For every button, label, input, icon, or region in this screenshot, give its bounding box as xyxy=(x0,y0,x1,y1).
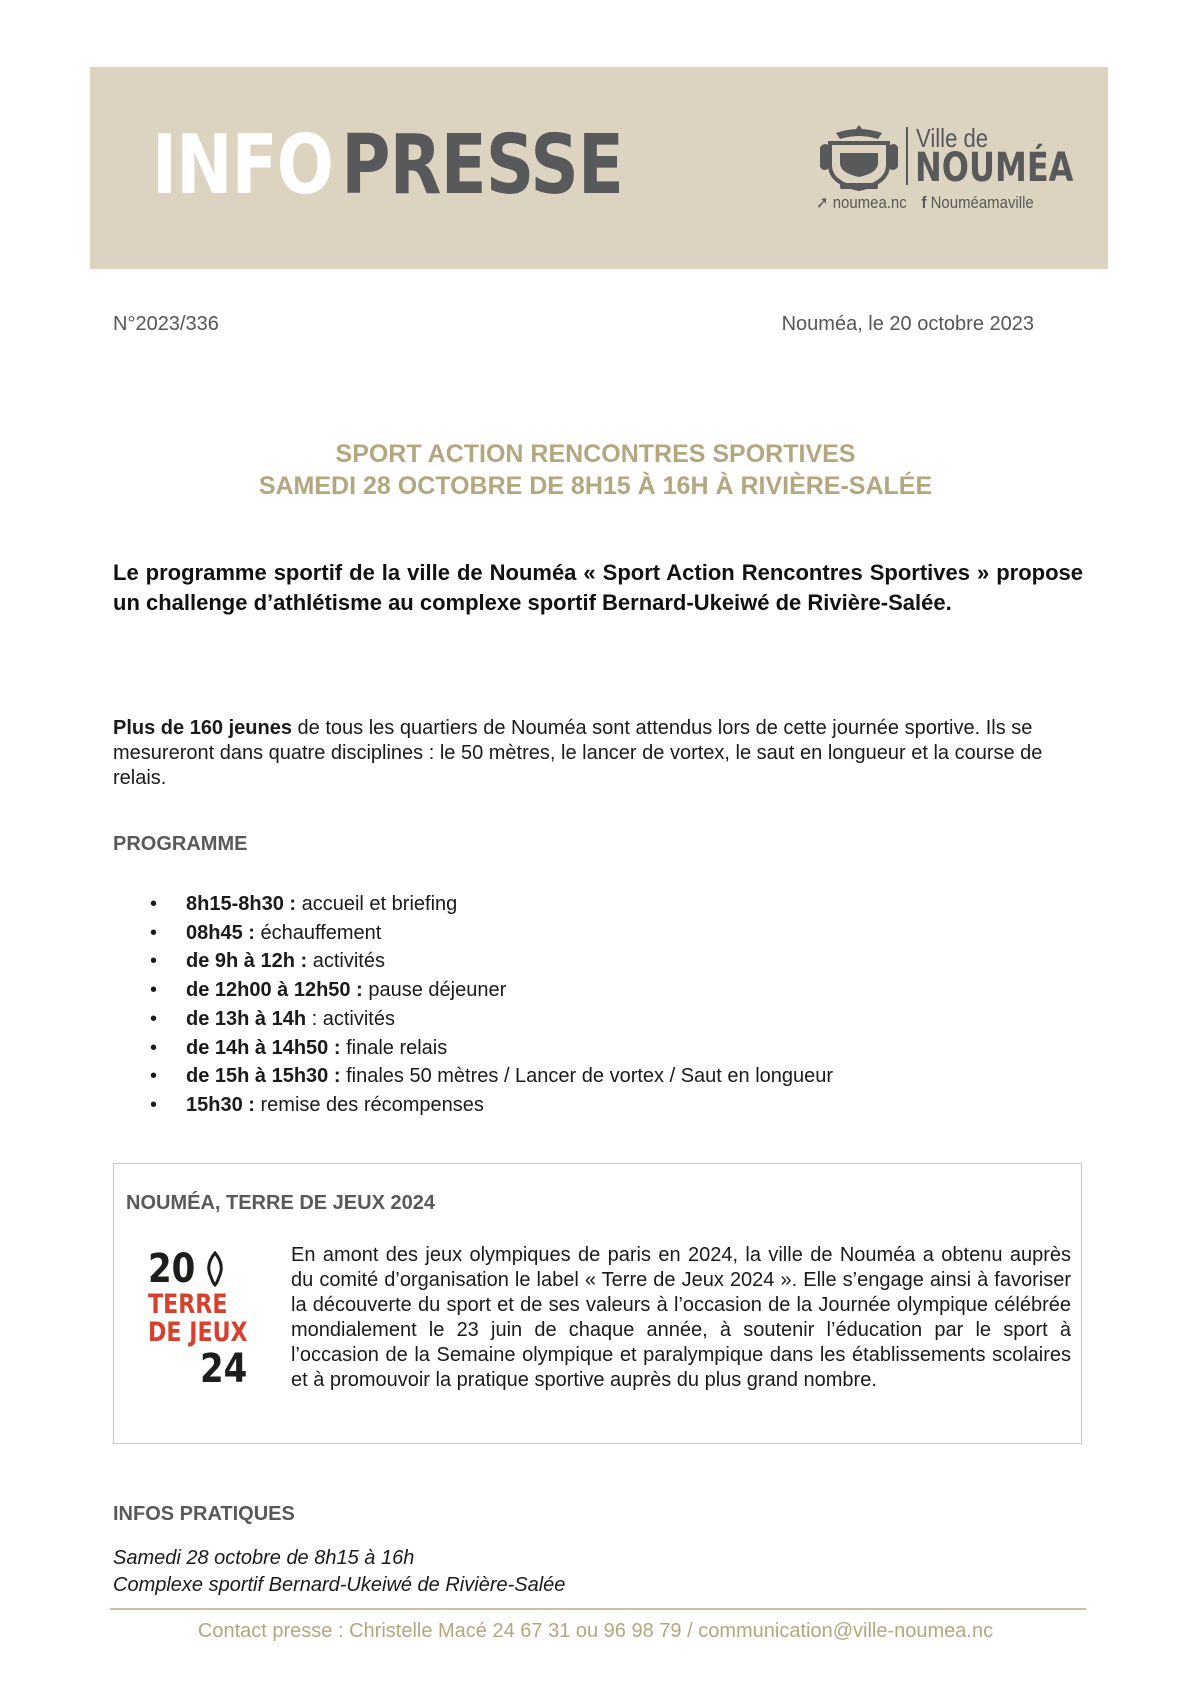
logo-facebook: Nouméamaville xyxy=(930,193,1034,212)
list-item xyxy=(150,976,833,1005)
list-item xyxy=(150,1062,833,1091)
send-icon: ➚ xyxy=(816,193,829,212)
headline-line-2: SAMEDI 28 OCTOBRE DE 8H15 À 16H À RIVIÈRE-SALÉE xyxy=(258,472,933,500)
press-header-banner xyxy=(90,67,1108,269)
logo-city-name: NOUMÉA xyxy=(915,145,1074,191)
item-desc: finale relais xyxy=(340,1036,448,1059)
logo-top-number: 20 xyxy=(148,1246,196,1292)
item-time: de 14h à 14h50 : xyxy=(186,1036,341,1059)
terre-de-jeux-box xyxy=(113,1163,1082,1444)
box-text: En amont des jeux olympiques de paris en 2024, la ville de Nouméa a obtenu auprès du comité d’organisation le label « Terre de Jeux 2024 ». Elle s’engage ainsi à favoriser la découverte du sport et de ses valeurs à l’occasion de la Journée olympique célébrée mondialement le 23 juin de chaque année, à soutenir l’éducation par le sport à l’occasion de la Semaine olympique et paralympique dans les établissements scolaires et à promouvoir la pratique sportive auprès du plus grand nombre. xyxy=(291,1244,1071,1391)
item-time: de 9h à 12h : xyxy=(186,950,308,973)
intro-paragraph xyxy=(113,716,1088,791)
press-contact: Contact presse : Christelle Macé 24 67 31 ou 96 98 79 / communication@ville-noumea.nc xyxy=(197,1620,994,1642)
intro-bold: Plus de 160 jeunes xyxy=(113,717,292,739)
logo-website: noumea.nc xyxy=(832,193,907,212)
item-desc: pause déjeuner xyxy=(362,979,507,1002)
info-presse-wordmark xyxy=(152,118,624,213)
list-item xyxy=(150,1091,833,1120)
brand-presse: PRESSE xyxy=(341,118,624,213)
headline-line-1: SPORT ACTION RENCONTRES SPORTIVES xyxy=(335,440,856,468)
infos-location: Complexe sportif Bernard-Ukeiwé de Rivière-Salée xyxy=(113,1574,566,1596)
city-crest-icon xyxy=(816,123,902,193)
footer-divider xyxy=(110,1608,1086,1610)
item-desc: remise des récompenses xyxy=(254,1093,484,1116)
item-time: de 12h00 à 12h50 : xyxy=(186,979,363,1002)
programme-heading: PROGRAMME xyxy=(113,833,248,855)
item-time: de 13h à 14h xyxy=(186,1007,307,1030)
item-time: 8h15-8h30 : xyxy=(186,893,297,915)
intro-text: de tous les quartiers de Nouméa sont attendus lors de cette journée sportive. Ils se mesureront dans quatre disciplines : le 50 mètres, le lancer de vortex, le saut en longueur et la course de relais. xyxy=(113,717,1043,789)
box-title: NOUMÉA, TERRE DE JEUX 2024 xyxy=(126,1192,435,1214)
logo-line-2: DE JEUX xyxy=(148,1317,248,1348)
press-release-number: N°2023/336 xyxy=(113,313,219,335)
programme-list xyxy=(150,890,833,1120)
place-and-date: Nouméa, le 20 octobre 2023 xyxy=(781,313,1034,335)
item-desc: échauffement xyxy=(254,921,382,944)
logo-divider xyxy=(906,127,908,185)
item-time: 15h30 : xyxy=(186,1093,255,1116)
item-desc: activités xyxy=(307,950,385,973)
list-item xyxy=(150,1034,833,1063)
item-desc: accueil et briefing xyxy=(296,893,458,915)
logo-links xyxy=(816,193,1034,213)
list-item xyxy=(150,890,833,919)
infos-lines xyxy=(113,1545,565,1599)
logo-ville-de: Ville de xyxy=(916,123,989,153)
terre-de-jeux-logo xyxy=(138,1246,273,1399)
ville-de-noumea-logo xyxy=(816,123,1074,213)
brand-info: INFO xyxy=(152,118,334,213)
facebook-icon: f xyxy=(921,193,927,212)
flame-icon xyxy=(204,1251,226,1287)
logo-line-1: TERRE xyxy=(148,1289,228,1320)
list-item xyxy=(150,919,833,948)
item-desc: : activités xyxy=(306,1007,395,1030)
infos-date: Samedi 28 octobre de 8h15 à 16h xyxy=(113,1547,415,1569)
list-item xyxy=(150,947,833,976)
infos-heading: INFOS PRATIQUES xyxy=(113,1503,295,1525)
lead-paragraph: Le programme sportif de la ville de Nouméa « Sport Action Rencontres Sportives » propose un challenge d’athlétisme au complexe sportif Bernard-Ukeiwé de Rivière-Salée. xyxy=(113,560,1083,615)
item-time: 08h45 : xyxy=(186,921,255,944)
list-item xyxy=(150,1005,833,1034)
item-time: de 15h à 15h30 : xyxy=(186,1065,341,1088)
logo-bottom-number: 24 xyxy=(200,1346,248,1392)
item-desc: finales 50 mètres / Lancer de vortex / Saut en longueur xyxy=(340,1065,834,1088)
